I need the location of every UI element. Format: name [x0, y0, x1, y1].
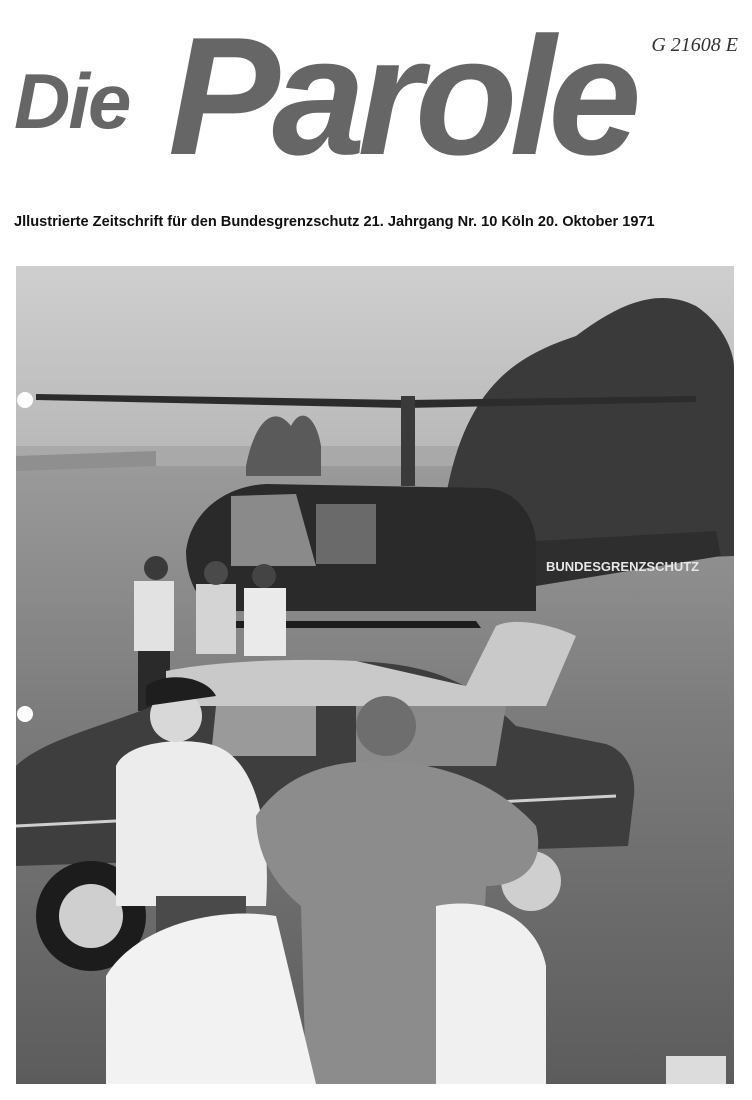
person-3 [244, 588, 286, 656]
person-1-head [144, 556, 168, 580]
cover-photo [16, 266, 734, 1084]
debris [666, 1056, 726, 1084]
person-2 [196, 584, 236, 654]
helicopter-tail-text: BUNDESGRENZSCHUTZ [546, 559, 700, 574]
person-1 [134, 581, 174, 651]
man-head [356, 696, 416, 756]
rotor-mast [401, 396, 415, 486]
person-2-head [204, 561, 228, 585]
logo-parole: Parole [168, 2, 634, 190]
helicopter-door-window [316, 504, 376, 564]
car-hubcap-front [59, 884, 123, 948]
punch-hole-top [17, 392, 33, 408]
issue-code: G 21608 E [651, 34, 738, 56]
photo-illustration [16, 266, 734, 1084]
car-window [211, 706, 316, 756]
masthead [0, 0, 752, 200]
punch-hole-bottom [17, 706, 33, 722]
person-3-head [252, 564, 276, 588]
subtitle: Jllustrierte Zeitschrift für den Bundesgrenzschutz 21. Jahrgang Nr. 10 Köln 20. Oktober 1971 [14, 214, 655, 230]
logo-die: Die [14, 57, 130, 145]
